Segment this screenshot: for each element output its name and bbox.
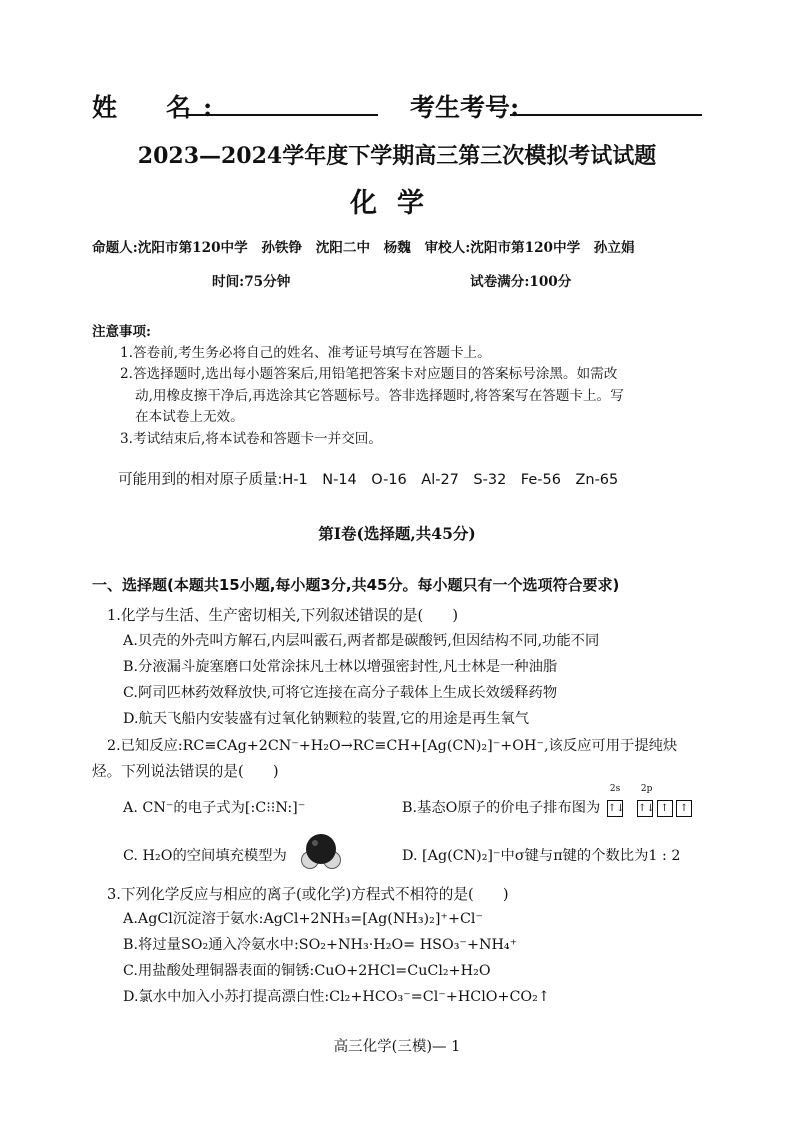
orbital-diagram — [607, 784, 691, 817]
part-title: 第Ⅰ卷(选择题,共45分) — [318, 524, 476, 543]
question-1-option-a: A.贝壳的外壳叫方解石,内层叫霰石,两者都是碳酸钙,但因结构不同,功能不同 — [123, 633, 600, 649]
exam-time: 时间:75分钟 — [212, 274, 291, 290]
question-2-stem-cont: 烃。下列说法错误的是( ) — [92, 763, 279, 780]
question-2-stem: 2.已知反应:RC≡CAg+2CN⁻+H₂O→RC≡CH+[Ag(CN)₂]⁻+OH⁻,该反应可用于提纯炔 — [107, 738, 678, 754]
note-item: 在本试卷上无效。 — [135, 409, 244, 425]
question-1-option-c: C.阿司匹林药效释放快,可将它连接在高分子载体上生成长效缓释药物 — [123, 685, 558, 701]
name-label: 姓 名: — [92, 93, 225, 122]
orbital-box: ↑↓ — [637, 800, 653, 817]
name-blank-line — [188, 88, 378, 116]
subject-title: 化学 — [350, 188, 444, 219]
water-space-filling-model-image — [296, 832, 344, 870]
question-2-option-a: A. CN⁻的电子式为[:C⁝⁝N:]⁻ — [123, 800, 306, 816]
authors-line: 命题人:沈阳市第120中学 孙铁铮 沈阳二中 杨魏 审校人:沈阳市第120中学 孙立娟 — [92, 240, 635, 256]
question-3-option-a: A.AgCl沉淀溶于氨水:AgCl+2NH₃=[Ag(NH₃)₂]⁺+Cl⁻ — [123, 911, 484, 927]
orbital-2p-label: 2p — [640, 784, 653, 794]
question-3-option-c: C.用盐酸处理铜器表面的铜锈:CuO+2HCl=CuCl₂+H₂O — [123, 963, 491, 979]
question-3-option-b: B.将过量SO₂通入冷氨水中:SO₂+NH₃·H₂O= HSO₃⁻+NH₄⁺ — [123, 937, 518, 953]
note-item: 动,用橡皮擦干净后,再选涂其它答题标号。答非选择题时,将答案写在答题卡上。写 — [135, 388, 624, 404]
page-footer: 高三化学(三模)— 1 — [333, 1039, 461, 1055]
note-item: 2.答选择题时,选出每小题答案后,用铅笔把答案卡对应题目的答案标号涂黑。如需改 — [120, 366, 618, 382]
question-2-option-b — [402, 784, 691, 817]
orbital-2s-label: 2s — [609, 784, 621, 794]
exam-title: 2023—2024学年度下学期高三第三次模拟考试试题 — [137, 143, 657, 169]
question-2-option-b-text: B.基态O原子的价电子排布图为 — [402, 800, 601, 816]
orbital-box: ↑ — [676, 800, 692, 817]
orbital-box: ↑↓ — [607, 800, 623, 817]
note-item: 3.考试结束后,将本试卷和答题卡一并交回。 — [120, 431, 382, 447]
atomic-masses: 可能用到的相对原子质量:H-1 N-14 O-16 Al-27 S-32 Fe-56 Zn-65 — [118, 472, 619, 488]
question-3-option-d: D.氯水中加入小苏打提高漂白性:Cl₂+HCO₃⁻=Cl⁻+HClO+CO₂↑ — [123, 989, 550, 1005]
exam-id-blank-line — [510, 88, 702, 116]
question-1-option-d: D.航天飞船内安装盛有过氧化钠颗粒的装置,它的用途是再生氧气 — [123, 711, 530, 727]
notes-title: 注意事项: — [92, 324, 151, 340]
question-1-option-b: B.分液漏斗旋塞磨口处常涂抹凡士林以增强密封性,凡士林是一种油脂 — [123, 659, 558, 675]
orbital-box: ↑ — [657, 800, 673, 817]
exam-score: 试卷满分:100分 — [470, 274, 572, 290]
section-title: 一、选择题(本题共15小题,每小题3分,共45分。每小题只有一个选项符合要求) — [92, 576, 620, 594]
exam-id-label: 考生考号: — [410, 93, 520, 122]
question-1-stem: 1.化学与生活、生产密切相关,下列叙述错误的是( ) — [107, 607, 459, 624]
note-item: 1.答卷前,考生务必将自己的姓名、准考证号填写在答题卡上。 — [120, 345, 491, 361]
question-2-option-c: C. H₂O的空间填充模型为 — [123, 848, 287, 864]
question-2-option-d: D. [Ag(CN)₂]⁻中σ键与π键的个数比为1 : 2 — [402, 848, 681, 864]
question-3-stem: 3.下列化学反应与相应的离子(或化学)方程式不相符的是( ) — [107, 886, 509, 903]
